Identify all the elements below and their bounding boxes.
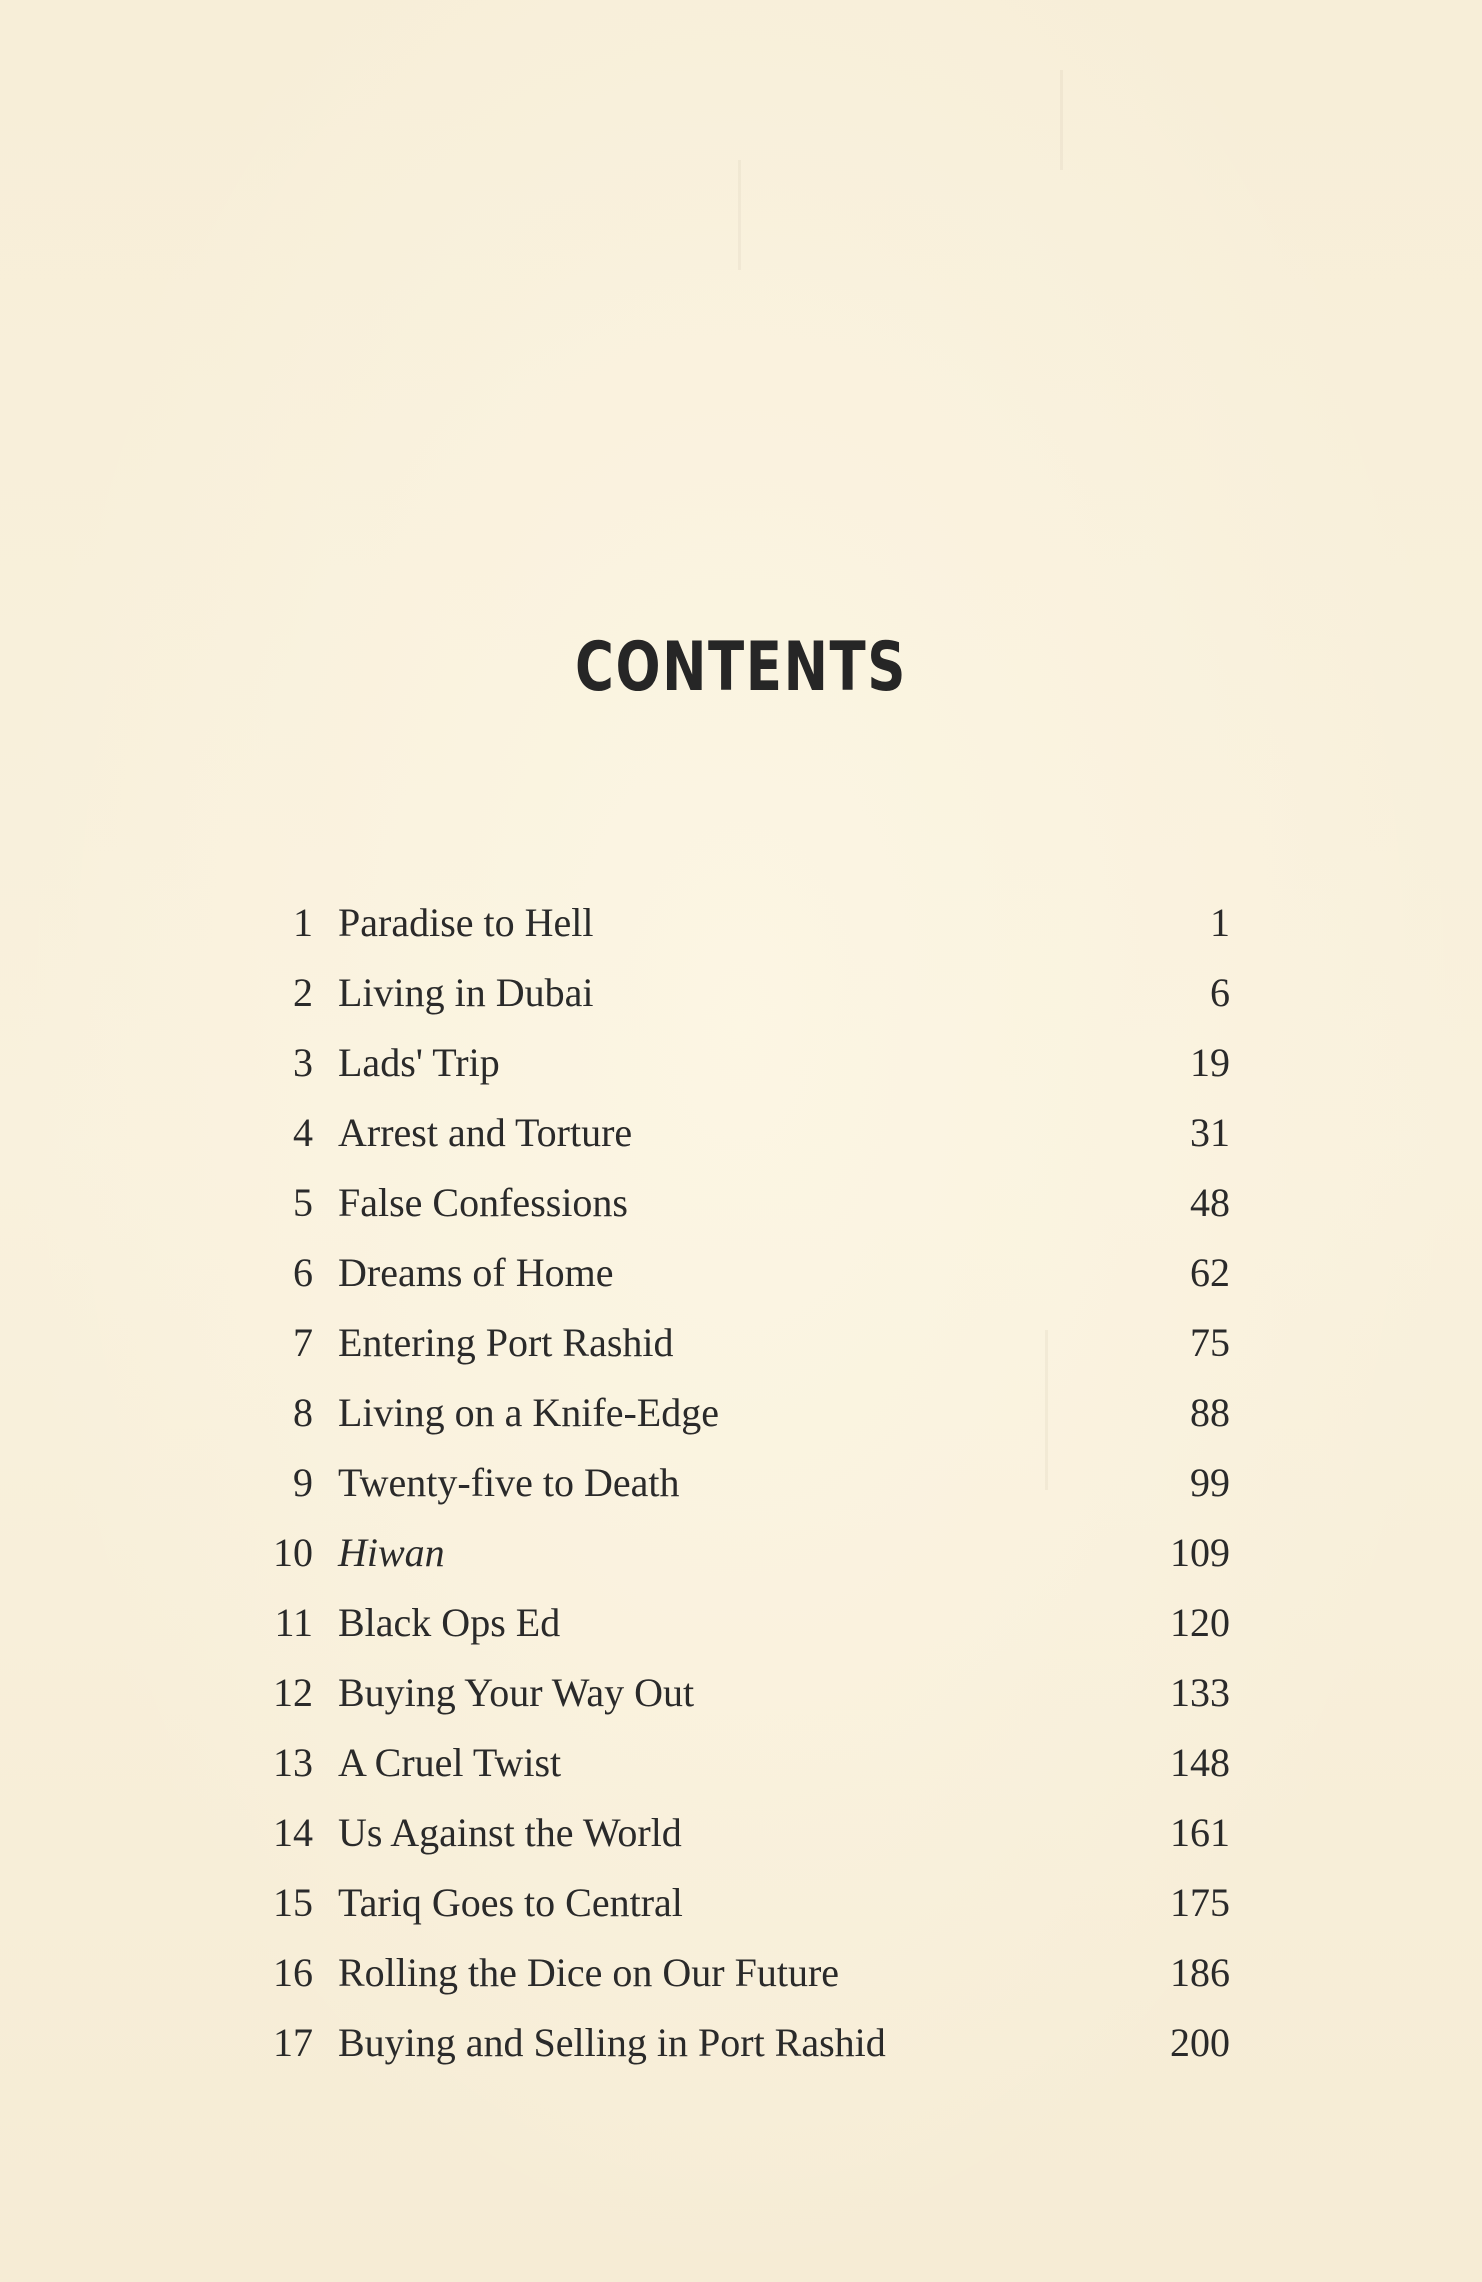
chapter-title: A Cruel Twist [338, 1740, 562, 1785]
chapter-page-number: 1 [1210, 900, 1230, 945]
chapter-page-number: 6 [1210, 970, 1230, 1015]
toc-entry [240, 1798, 1230, 1868]
show-through-mark [1060, 70, 1063, 170]
toc-entry [240, 1238, 1230, 1308]
chapter-title: Hiwan [338, 1530, 445, 1575]
chapter-page-number: 186 [1170, 1950, 1230, 1995]
chapter-number: 4 [293, 1110, 313, 1155]
table-of-contents [240, 888, 1230, 2078]
chapter-page-number: 19 [1190, 1040, 1230, 1085]
toc-entry [240, 1308, 1230, 1378]
chapter-number: 5 [293, 1180, 313, 1225]
chapter-title: Living in Dubai [338, 970, 594, 1015]
chapter-title: Buying and Selling in Port Rashid [338, 2020, 886, 2065]
toc-entry [240, 1938, 1230, 2008]
chapter-number: 13 [273, 1740, 313, 1785]
chapter-page-number: 200 [1170, 2020, 1230, 2065]
chapter-page-number: 109 [1170, 1530, 1230, 1575]
chapter-title: Black Ops Ed [338, 1600, 561, 1645]
toc-entry [240, 1728, 1230, 1798]
chapter-title: Twenty-five to Death [338, 1460, 680, 1505]
chapter-page-number: 48 [1190, 1180, 1230, 1225]
chapter-title: Lads' Trip [338, 1040, 500, 1085]
chapter-number: 10 [273, 1530, 313, 1575]
chapter-title: Entering Port Rashid [338, 1320, 674, 1365]
chapter-page-number: 175 [1170, 1880, 1230, 1925]
chapter-page-number: 75 [1190, 1320, 1230, 1365]
toc-entry [240, 958, 1230, 1028]
toc-entry [240, 888, 1230, 958]
show-through-mark [738, 160, 741, 270]
chapter-number: 14 [273, 1810, 313, 1855]
chapter-title: Arrest and Torture [338, 1110, 633, 1155]
chapter-title: Living on a Knife-Edge [338, 1390, 719, 1435]
chapter-page-number: 99 [1190, 1460, 1230, 1505]
chapter-number: 1 [293, 900, 313, 945]
toc-entry [240, 1028, 1230, 1098]
toc-entry [240, 1168, 1230, 1238]
chapter-number: 15 [273, 1880, 313, 1925]
toc-entry [240, 2008, 1230, 2078]
chapter-title: Tariq Goes to Central [338, 1880, 683, 1925]
chapter-title: Paradise to Hell [338, 900, 594, 945]
chapter-title: Rolling the Dice on Our Future [338, 1950, 840, 1995]
chapter-number: 12 [273, 1670, 313, 1715]
chapter-number: 11 [274, 1600, 313, 1645]
chapter-title: Dreams of Home [338, 1250, 614, 1295]
toc-entry [240, 1448, 1230, 1518]
chapter-title: Buying Your Way Out [338, 1670, 695, 1715]
toc-entry [240, 1658, 1230, 1728]
chapter-page-number: 148 [1170, 1740, 1230, 1785]
chapter-number: 16 [273, 1950, 313, 1995]
contents-heading: CONTENTS [574, 628, 908, 707]
toc-entry [240, 1098, 1230, 1168]
chapter-title: False Confessions [338, 1180, 628, 1225]
chapter-page-number: 88 [1190, 1390, 1230, 1435]
chapter-page-number: 161 [1170, 1810, 1230, 1855]
toc-entry [240, 1518, 1230, 1588]
chapter-number: 2 [293, 970, 313, 1015]
toc-entry [240, 1378, 1230, 1448]
chapter-page-number: 31 [1190, 1110, 1230, 1155]
chapter-page-number: 133 [1170, 1670, 1230, 1715]
chapter-title: Us Against the World [338, 1810, 682, 1855]
chapter-page-number: 120 [1170, 1600, 1230, 1645]
chapter-number: 6 [293, 1250, 313, 1295]
chapter-number: 3 [293, 1040, 313, 1085]
chapter-number: 8 [293, 1390, 313, 1435]
toc-entry [240, 1868, 1230, 1938]
chapter-number: 9 [293, 1460, 313, 1505]
toc-entry [240, 1588, 1230, 1658]
chapter-number: 7 [293, 1320, 313, 1365]
chapter-page-number: 62 [1190, 1250, 1230, 1295]
chapter-number: 17 [273, 2020, 313, 2065]
